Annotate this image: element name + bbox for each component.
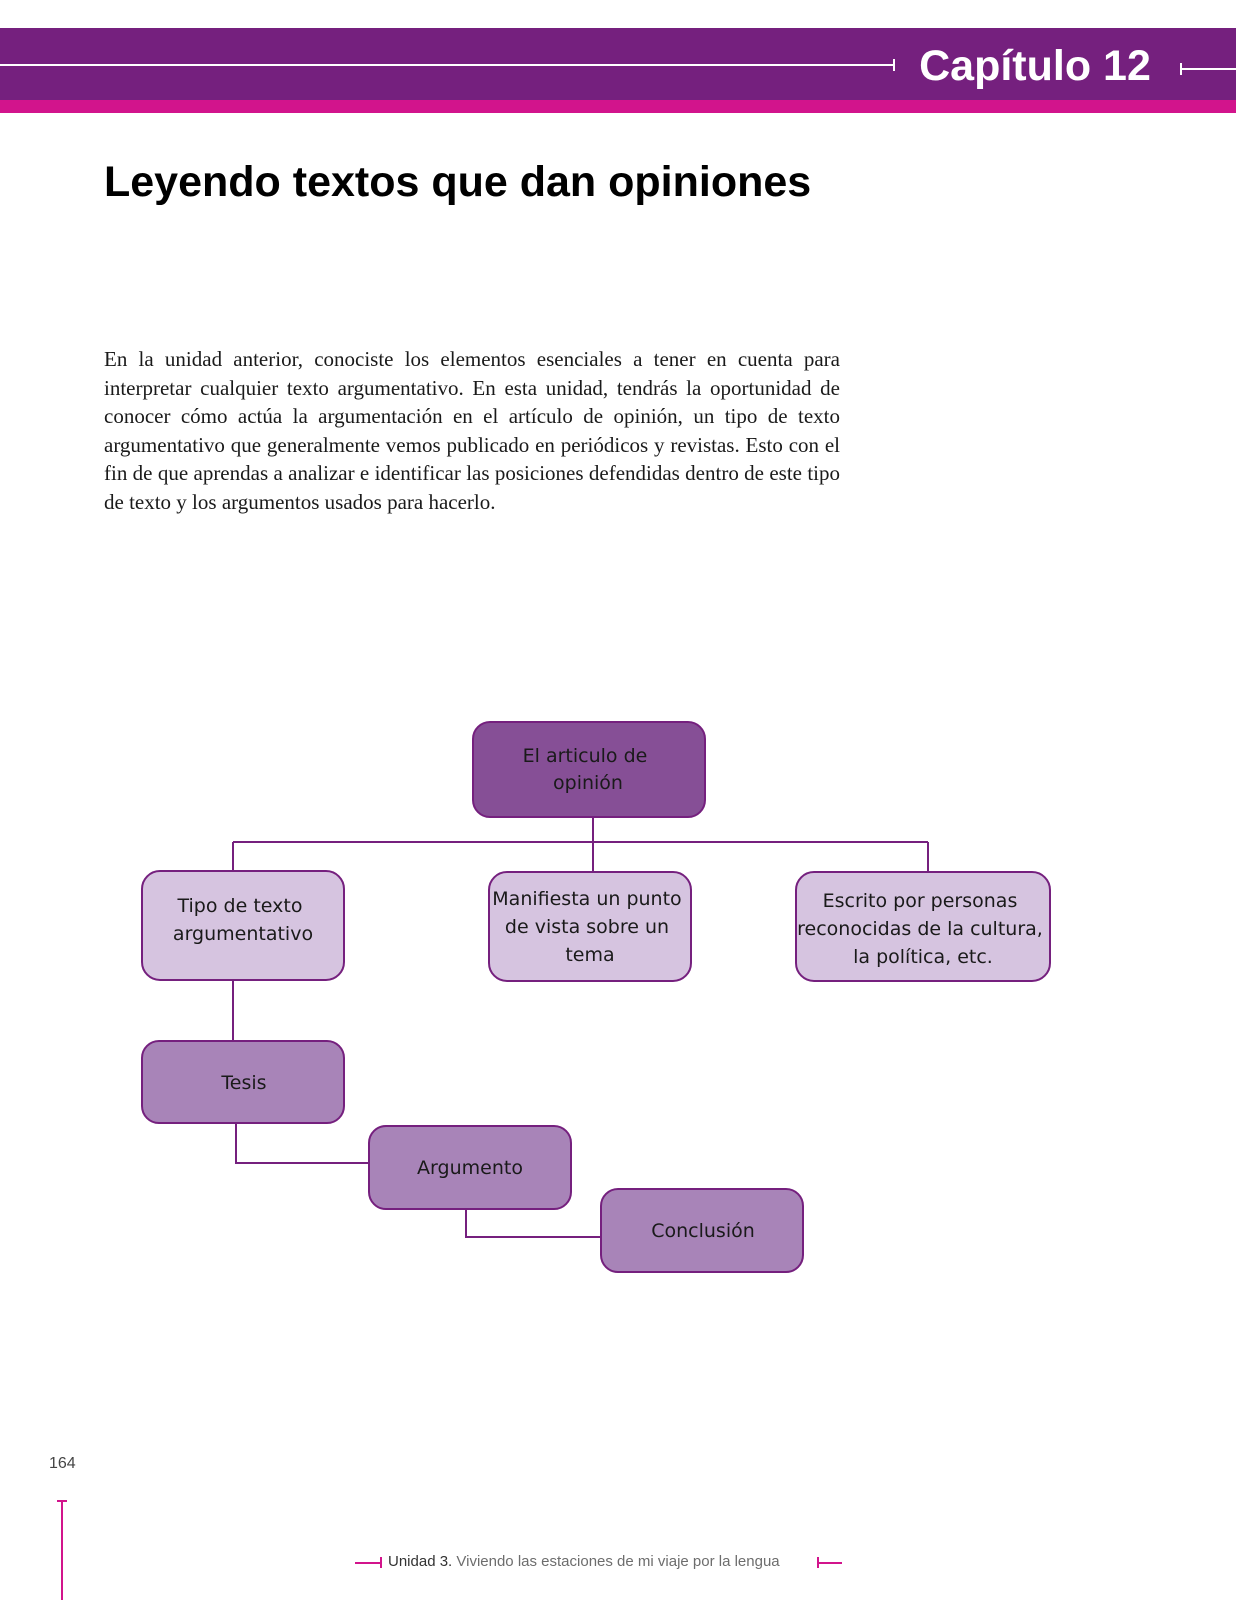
- branch-node-tipo-line-1: Tipo de texto: [177, 895, 303, 917]
- sequence-node-argumento-label: Argumento: [417, 1157, 523, 1179]
- footer-unit: Unidad 3.: [388, 1553, 453, 1570]
- footer-rule-left: [355, 1562, 380, 1564]
- footer-text: [388, 1551, 780, 1573]
- root-node-line-1: El articulo de: [522, 745, 648, 767]
- branch-node-manifiesta: [489, 872, 691, 981]
- branch-node-manifiesta-line-2: de vista sobre un: [504, 916, 670, 938]
- footer-rule-left-cap: [380, 1557, 382, 1568]
- sequence-node-tesis: [142, 1041, 344, 1123]
- root-node-line-2: opinión: [553, 772, 623, 794]
- sequence-node-conclusion: [601, 1189, 803, 1272]
- root-node: [473, 722, 705, 817]
- branch-node-escrito-line-2: reconocidas de la cultura,: [797, 918, 1043, 940]
- footer-rule-right: [817, 1562, 842, 1564]
- left-margin-rule: [61, 1500, 63, 1600]
- footer: [355, 1551, 845, 1573]
- connector-tesis-argumento: [236, 1123, 369, 1163]
- branch-node-escrito-line-3: la política, etc.: [853, 946, 993, 968]
- branch-node-tipo: [142, 871, 344, 980]
- footer-unit-title: Viviendo las estaciones de mi viaje por la lengua: [452, 1553, 780, 1570]
- branch-node-tipo-line-2: argumentativo: [172, 923, 314, 945]
- page-number: 164: [49, 1455, 76, 1472]
- root-node-box: [473, 722, 705, 817]
- branch-node-manifiesta-line-3: tema: [565, 944, 615, 966]
- left-margin-rule-cap: [57, 1500, 67, 1502]
- connector-argumento-conclusion: [466, 1209, 601, 1237]
- sequence-node-conclusion-label: Conclusión: [651, 1220, 755, 1242]
- sequence-node-tesis-label: Tesis: [221, 1072, 267, 1094]
- branch-node-escrito: [796, 872, 1050, 981]
- branch-node-escrito-line-1: Escrito por personas: [822, 890, 1018, 912]
- intro-paragraph: En la unidad anterior, conociste los elementos esenciales a tener en cuenta para interpretar cualquier texto argumentativo. En esta unidad, tendrás la oportunidad de conocer cómo actúa la argumentación en el artículo de opinión, un tipo de texto argumentativo que generalmente vemos publicado en periódicos y revistas. Esto con el fin de que aprendas a analizar e identificar las posiciones defendidas dentro de este tipo de texto y los argumentos usados para hacerlo.: [104, 347, 840, 514]
- page-title: Leyendo textos que dan opiniones: [104, 158, 812, 206]
- chapter-label: Capítulo 12: [919, 42, 1151, 90]
- sequence-node-argumento: [369, 1126, 571, 1209]
- branch-node-manifiesta-line-1: Manifiesta un punto: [492, 888, 682, 910]
